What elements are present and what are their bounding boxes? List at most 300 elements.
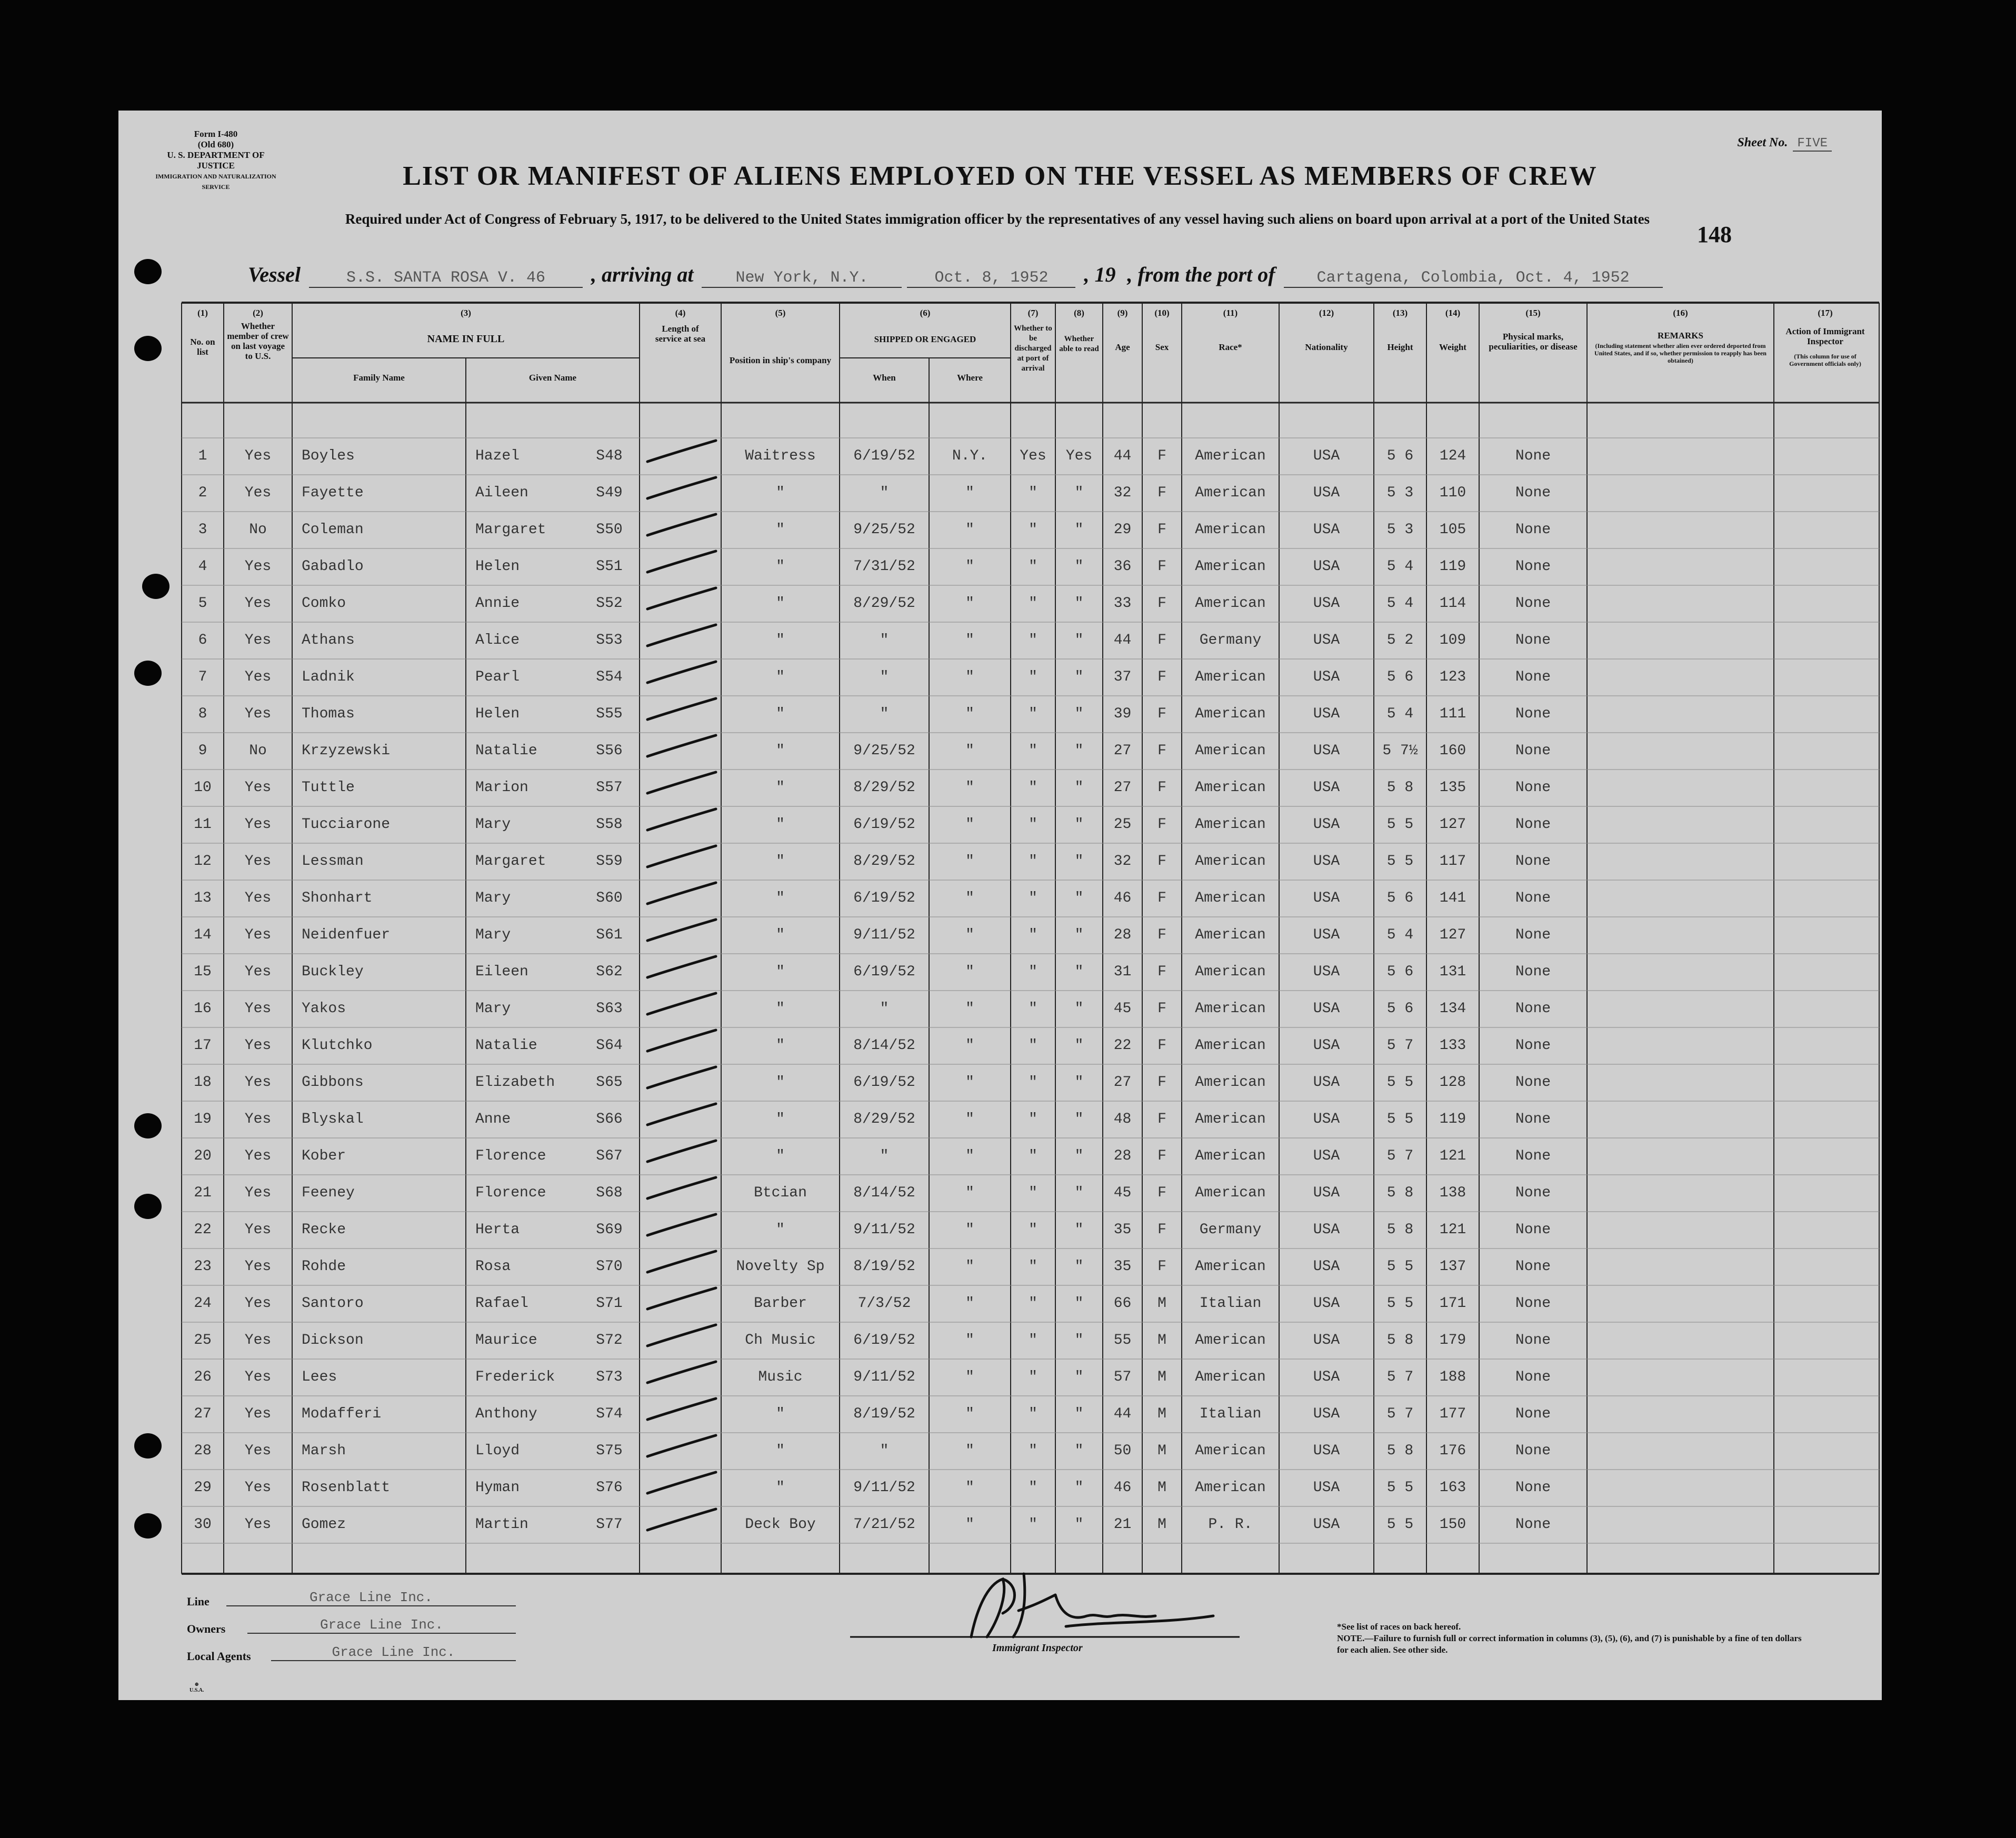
- cell-weight: 135: [1439, 780, 1466, 796]
- cell-when: 6/19/52: [853, 964, 915, 980]
- cell-where: ": [965, 780, 974, 796]
- cell-nationality: USA: [1313, 669, 1340, 685]
- cell-marks: None: [1515, 1369, 1551, 1385]
- cell-given: Mary: [475, 890, 511, 906]
- cell-sex: M: [1157, 1443, 1166, 1459]
- cell-discharged: ": [1029, 595, 1037, 612]
- cell-discharged: ": [1029, 1443, 1037, 1459]
- cell-height: 5 5: [1386, 1111, 1414, 1127]
- cell-marks: None: [1515, 890, 1551, 906]
- cell-discharged: ": [1029, 1332, 1037, 1348]
- col-num-15: (15): [1525, 308, 1541, 318]
- cell-no: 6: [198, 632, 207, 648]
- cell-height: 5 5: [1386, 1480, 1414, 1496]
- cell-when: ": [880, 706, 889, 722]
- cell-read: ": [1074, 558, 1084, 575]
- cell-where: ": [965, 1111, 974, 1127]
- arrival-port: New York, N.Y.: [702, 269, 902, 288]
- cell-no: 19: [194, 1111, 212, 1127]
- cell-weight: 176: [1439, 1443, 1466, 1459]
- cell-no: 1: [198, 448, 207, 464]
- cell-height: 5 6: [1386, 669, 1414, 685]
- cell-race: American: [1195, 964, 1266, 980]
- cell-family: Gomez: [302, 1516, 346, 1533]
- cell-nationality: USA: [1313, 1037, 1340, 1054]
- cell-marks: None: [1515, 1406, 1551, 1422]
- cell-code: S60: [596, 890, 623, 906]
- cell-position: Waitress: [745, 448, 816, 464]
- cell-sex: F: [1157, 632, 1166, 648]
- cell-age: 66: [1113, 1295, 1132, 1312]
- table-row: [118, 1285, 1882, 1322]
- cell-nationality: USA: [1313, 780, 1340, 796]
- cell-no: 10: [194, 780, 212, 796]
- cell-where: ": [965, 1074, 974, 1091]
- cell-code: S68: [596, 1185, 623, 1201]
- cell-given: Florence: [475, 1148, 546, 1164]
- cell-position: ": [776, 632, 785, 648]
- cell-read: ": [1074, 1369, 1084, 1385]
- cell-where: ": [965, 1001, 974, 1017]
- cell-sex: F: [1157, 595, 1166, 612]
- cell-marks: None: [1515, 1295, 1551, 1312]
- col-header-service: Length of service at sea: [655, 324, 706, 344]
- cell-given: Annie: [475, 595, 520, 612]
- cell-marks: None: [1515, 1111, 1551, 1127]
- cell-height: 5 7: [1386, 1148, 1414, 1164]
- cell-race: American: [1195, 1443, 1266, 1459]
- cell-read: ": [1074, 522, 1084, 538]
- cell-no: 28: [194, 1443, 212, 1459]
- cell-weight: 123: [1439, 669, 1466, 685]
- cell-code: S71: [596, 1295, 623, 1312]
- table-row: [118, 954, 1882, 991]
- cell-family: Coleman: [302, 522, 364, 538]
- cell-given: Maurice: [475, 1332, 537, 1348]
- cell-discharged: ": [1029, 964, 1037, 980]
- col-num-4: (4): [675, 308, 686, 318]
- cell-nationality: USA: [1313, 706, 1340, 722]
- cell-no: 17: [194, 1037, 212, 1054]
- cell-code: S56: [596, 743, 623, 759]
- cell-no: 8: [198, 706, 207, 722]
- table-row: [118, 733, 1882, 770]
- punch-hole: [134, 336, 162, 361]
- cell-last: Yes: [244, 1037, 272, 1054]
- cell-given: Marion: [475, 780, 528, 796]
- col-header-physical: Physical marks, peculiarities, or disease: [1489, 332, 1578, 352]
- cell-code: S50: [596, 522, 623, 538]
- table-row: [118, 1433, 1882, 1470]
- col-header-nationality: Nationality: [1305, 342, 1348, 352]
- cell-position: ": [776, 1001, 785, 1017]
- cell-weight: 160: [1439, 743, 1466, 759]
- cell-weight: 171: [1439, 1295, 1466, 1312]
- cell-family: Gabadlo: [302, 558, 364, 575]
- cell-last: Yes: [244, 1295, 272, 1312]
- cell-position: ": [776, 927, 785, 943]
- cell-given: Herta: [475, 1222, 520, 1238]
- cell-no: 5: [198, 595, 207, 612]
- cell-where: ": [965, 1516, 974, 1533]
- cell-code: S51: [596, 558, 623, 575]
- cell-given: Hyman: [475, 1480, 520, 1496]
- cell-discharged: ": [1029, 1001, 1037, 1017]
- cell-marks: None: [1515, 558, 1551, 575]
- cell-race: Germany: [1199, 632, 1262, 648]
- cell-last: Yes: [244, 1258, 272, 1275]
- cell-last: Yes: [244, 1369, 272, 1385]
- table-row: [118, 806, 1882, 843]
- cell-read: ": [1074, 485, 1084, 501]
- cell-nationality: USA: [1313, 1074, 1340, 1091]
- cell-discharged: ": [1029, 1222, 1037, 1238]
- cell-given: Helen: [475, 706, 520, 722]
- cell-height: 5 4: [1386, 706, 1414, 722]
- col-header-action: Action of Immigrant Inspector: [1785, 326, 1865, 346]
- cell-nationality: USA: [1313, 1001, 1340, 1017]
- cell-code: S70: [596, 1258, 623, 1275]
- cell-position: ": [776, 780, 785, 796]
- cell-read: ": [1074, 1037, 1084, 1054]
- cell-sex: F: [1157, 1074, 1166, 1091]
- cell-age: 28: [1113, 1148, 1132, 1164]
- cell-family: Rohde: [302, 1258, 346, 1275]
- col-header-height: Height: [1387, 342, 1413, 352]
- cell-nationality: USA: [1313, 1148, 1340, 1164]
- department-name: U. S. DEPARTMENT OF JUSTICE: [167, 150, 265, 171]
- cell-last: Yes: [244, 890, 272, 906]
- footer-note: [1337, 1621, 1811, 1656]
- cell-code: S72: [596, 1332, 623, 1348]
- cell-position: Novelty Sp: [736, 1258, 825, 1275]
- col-num-7: (7): [1027, 308, 1039, 318]
- cell-last: Yes: [244, 853, 272, 870]
- cell-where: ": [965, 558, 974, 575]
- cell-sex: M: [1157, 1406, 1166, 1422]
- cell-when: 8/14/52: [853, 1037, 915, 1054]
- cell-height: 5 5: [1386, 1074, 1414, 1091]
- table-row: [118, 1322, 1882, 1359]
- table-row: [118, 1101, 1882, 1138]
- cell-read: ": [1074, 853, 1084, 870]
- cell-age: 50: [1113, 1443, 1132, 1459]
- cell-where: ": [965, 1185, 974, 1201]
- cell-marks: None: [1515, 706, 1551, 722]
- cell-no: 9: [198, 743, 207, 759]
- cell-no: 22: [194, 1222, 212, 1238]
- cell-read: ": [1074, 780, 1084, 796]
- cell-when: 6/19/52: [853, 448, 915, 464]
- cell-when: 7/3/52: [857, 1295, 911, 1312]
- table-row: [118, 770, 1882, 806]
- cell-given: Elizabeth: [475, 1074, 555, 1091]
- cell-discharged: ": [1029, 1037, 1037, 1054]
- cell-marks: None: [1515, 1074, 1551, 1091]
- cell-height: 5 6: [1386, 890, 1414, 906]
- cell-where: ": [965, 706, 974, 722]
- cell-code: S63: [596, 1001, 623, 1017]
- cell-family: Rosenblatt: [302, 1480, 391, 1496]
- cell-race: American: [1195, 743, 1266, 759]
- table-row: [118, 438, 1882, 475]
- cell-height: 5 3: [1386, 522, 1414, 538]
- col-header-weight: Weight: [1439, 342, 1466, 352]
- cell-position: ": [776, 816, 785, 833]
- cell-nationality: USA: [1313, 1406, 1340, 1422]
- table-row: [118, 1027, 1882, 1064]
- cell-position: ": [776, 1406, 785, 1422]
- cell-nationality: USA: [1313, 632, 1340, 648]
- cell-no: 16: [194, 1001, 212, 1017]
- col-header-race: Race*: [1219, 342, 1242, 352]
- cell-code: S59: [596, 853, 623, 870]
- cell-family: Krzyzewski: [302, 743, 391, 759]
- cell-when: ": [880, 485, 889, 501]
- cell-discharged: Yes: [1020, 448, 1046, 464]
- cell-weight: 124: [1439, 448, 1466, 464]
- cell-code: S48: [596, 448, 623, 464]
- cell-age: 44: [1113, 632, 1132, 648]
- cell-weight: 133: [1439, 1037, 1466, 1054]
- cell-where: ": [965, 1369, 974, 1385]
- line-label: Line: [187, 1595, 209, 1608]
- cell-where: ": [965, 1295, 974, 1312]
- cell-position: ": [776, 1148, 785, 1164]
- cell-race: American: [1195, 890, 1266, 906]
- cell-age: 44: [1113, 448, 1132, 464]
- cell-marks: None: [1515, 1332, 1551, 1348]
- cell-weight: 109: [1439, 632, 1466, 648]
- cell-no: 4: [198, 558, 207, 575]
- cell-code: S75: [596, 1443, 623, 1459]
- col-num-5: (5): [775, 308, 786, 318]
- cell-discharged: ": [1029, 1185, 1037, 1201]
- cell-nationality: USA: [1313, 1443, 1340, 1459]
- table-row: [118, 1138, 1882, 1175]
- cell-age: 45: [1113, 1185, 1132, 1201]
- cell-race: American: [1195, 1001, 1266, 1017]
- cell-nationality: USA: [1313, 558, 1340, 575]
- cell-position: ": [776, 1222, 785, 1238]
- cell-position: ": [776, 706, 785, 722]
- col-header-shipped: SHIPPED OR ENGAGED: [874, 334, 976, 344]
- cell-where: ": [965, 1443, 974, 1459]
- cell-family: Feeney: [302, 1185, 355, 1201]
- cell-height: 5 6: [1386, 448, 1414, 464]
- table-row: [118, 1248, 1882, 1285]
- cell-race: Italian: [1199, 1295, 1262, 1312]
- cell-height: 5 4: [1386, 595, 1414, 612]
- cell-where: ": [965, 1222, 974, 1238]
- cell-no: 26: [194, 1369, 212, 1385]
- col-num-6: (6): [920, 308, 931, 318]
- table-row: [118, 512, 1882, 548]
- cell-when: ": [880, 632, 889, 648]
- cell-code: S55: [596, 706, 623, 722]
- cell-where: ": [965, 632, 974, 648]
- cell-marks: None: [1515, 669, 1551, 685]
- cell-last: Yes: [244, 448, 272, 464]
- cell-where: ": [965, 522, 974, 538]
- cell-last: Yes: [244, 595, 272, 612]
- col-header-position: Position in ship's company: [729, 355, 832, 365]
- col-subheader-remarks-note: (Including statement whether alien ever ordered deported from United States, and if so, whether permission to reapply has been obtained): [1594, 342, 1767, 364]
- cell-given: Rosa: [475, 1258, 511, 1275]
- cell-sex: F: [1157, 853, 1166, 870]
- sheet-number-label: Sheet No.: [1737, 136, 1788, 149]
- cell-position: Music: [758, 1369, 803, 1385]
- cell-discharged: ": [1029, 1516, 1037, 1533]
- cell-age: 32: [1113, 485, 1132, 501]
- owners-value: Grace Line Inc.: [247, 1617, 516, 1634]
- cell-sex: F: [1157, 558, 1166, 575]
- cell-last: Yes: [244, 558, 272, 575]
- cell-where: ": [965, 1037, 974, 1054]
- table-row: [118, 1359, 1882, 1396]
- cell-age: 45: [1113, 1001, 1132, 1017]
- cell-position: Barber: [754, 1295, 807, 1312]
- cell-given: Eileen: [475, 964, 528, 980]
- cell-family: Tucciarone: [302, 816, 391, 833]
- cell-nationality: USA: [1313, 522, 1340, 538]
- cell-age: 37: [1113, 669, 1132, 685]
- cell-last: Yes: [244, 1148, 272, 1164]
- cell-where: ": [965, 1332, 974, 1348]
- cell-last: No: [249, 522, 267, 538]
- cell-read: ": [1074, 743, 1084, 759]
- cell-when: 7/31/52: [853, 558, 915, 575]
- cell-sex: M: [1157, 1369, 1166, 1385]
- cell-when: 8/19/52: [853, 1406, 915, 1422]
- cell-marks: None: [1515, 853, 1551, 870]
- cell-discharged: ": [1029, 853, 1037, 870]
- cell-age: 55: [1113, 1332, 1132, 1348]
- table-row: [118, 622, 1882, 659]
- cell-position: ": [776, 890, 785, 906]
- cell-race: American: [1195, 1185, 1266, 1201]
- cell-when: ": [880, 1001, 889, 1017]
- cell-given: Frederick: [475, 1369, 555, 1385]
- cell-last: Yes: [244, 1001, 272, 1017]
- line-value: Grace Line Inc.: [226, 1590, 516, 1606]
- cell-no: 18: [194, 1074, 212, 1091]
- cell-discharged: ": [1029, 1074, 1037, 1091]
- cell-last: Yes: [244, 669, 272, 685]
- page-title: LIST OR MANIFEST OF ALIENS EMPLOYED ON THE VESSEL AS MEMBERS OF CREW: [403, 161, 1598, 191]
- col-num-16: (16): [1673, 308, 1688, 318]
- cell-given: Anne: [475, 1111, 511, 1127]
- cell-given: Alice: [475, 632, 520, 648]
- note-races: *See list of races on back hereof.: [1337, 1622, 1461, 1632]
- cell-code: S77: [596, 1516, 623, 1533]
- cell-family: Neidenfuer: [302, 927, 391, 943]
- cell-race: American: [1195, 522, 1266, 538]
- punch-hole: [134, 259, 162, 284]
- cell-last: Yes: [244, 1185, 272, 1201]
- col-header-remarks: REMARKS: [1658, 331, 1703, 341]
- cell-code: S53: [596, 632, 623, 648]
- cell-last: Yes: [244, 964, 272, 980]
- cell-nationality: USA: [1313, 964, 1340, 980]
- cell-sex: M: [1157, 1295, 1166, 1312]
- cell-last: Yes: [244, 1332, 272, 1348]
- cell-weight: 127: [1439, 816, 1466, 833]
- cell-code: S57: [596, 780, 623, 796]
- note-penalty: NOTE.—Failure to furnish full or correct information in columns (3), (5), (6), and (7) is punishable by a fine of ten dollars for each alien. See other side.: [1337, 1633, 1802, 1655]
- cell-sex: F: [1157, 1185, 1166, 1201]
- col-subheader-family: Family Name: [353, 373, 405, 383]
- cell-given: Natalie: [475, 1037, 537, 1054]
- cell-weight: 121: [1439, 1222, 1466, 1238]
- col-num-12: (12): [1319, 308, 1334, 318]
- form-number: Form I-480: [194, 129, 238, 139]
- cell-age: 31: [1113, 964, 1132, 980]
- cell-given: Mary: [475, 816, 511, 833]
- cell-marks: None: [1515, 632, 1551, 648]
- cell-read: ": [1074, 1185, 1084, 1201]
- col-num-11: (11): [1223, 308, 1238, 318]
- cell-race: American: [1195, 485, 1266, 501]
- cell-when: 6/19/52: [853, 1332, 915, 1348]
- cell-weight: 114: [1439, 595, 1466, 612]
- cell-discharged: ": [1029, 816, 1037, 833]
- sheet-number-value: FIVE: [1793, 136, 1832, 152]
- cell-read: ": [1074, 595, 1084, 612]
- arrival-date: Oct. 8, 1952: [907, 269, 1075, 288]
- cell-when: 9/11/52: [853, 927, 915, 943]
- cell-where: ": [965, 927, 974, 943]
- cell-marks: None: [1515, 1480, 1551, 1496]
- cell-last: Yes: [244, 485, 272, 501]
- cell-when: ": [880, 1443, 889, 1459]
- cell-position: ": [776, 1037, 785, 1054]
- cell-height: 5 5: [1386, 1516, 1414, 1533]
- cell-read: ": [1074, 816, 1084, 833]
- cell-weight: 163: [1439, 1480, 1466, 1496]
- manifest-sheet: [118, 111, 1882, 1700]
- cell-height: 5 3: [1386, 485, 1414, 501]
- arriving-label: , arriving at: [591, 263, 694, 286]
- cell-code: S66: [596, 1111, 623, 1127]
- cell-discharged: ": [1029, 890, 1037, 906]
- page-stamp: 148: [1697, 222, 1732, 247]
- cell-discharged: ": [1029, 1369, 1037, 1385]
- cell-age: 35: [1113, 1222, 1132, 1238]
- cell-marks: None: [1515, 522, 1551, 538]
- cell-race: American: [1195, 1369, 1266, 1385]
- cell-last: Yes: [244, 1222, 272, 1238]
- cell-family: Lees: [302, 1369, 337, 1385]
- cell-nationality: USA: [1313, 1222, 1340, 1238]
- cell-race: Italian: [1199, 1406, 1262, 1422]
- cell-nationality: USA: [1313, 816, 1340, 833]
- cell-age: 32: [1113, 853, 1132, 870]
- col-subheader-where: Where: [957, 373, 983, 383]
- cell-height: 5 2: [1386, 632, 1414, 648]
- cell-marks: None: [1515, 927, 1551, 943]
- cell-when: 8/19/52: [853, 1258, 915, 1275]
- cell-discharged: ": [1029, 1111, 1037, 1127]
- cell-height: 5 8: [1386, 780, 1414, 796]
- col-header-read: Whether able to read: [1059, 335, 1099, 353]
- cell-when: 7/21/52: [853, 1516, 915, 1533]
- cell-weight: 119: [1439, 558, 1466, 575]
- cell-where: ": [965, 816, 974, 833]
- cell-last: Yes: [244, 1074, 272, 1091]
- cell-nationality: USA: [1313, 448, 1340, 464]
- table-row: [118, 475, 1882, 512]
